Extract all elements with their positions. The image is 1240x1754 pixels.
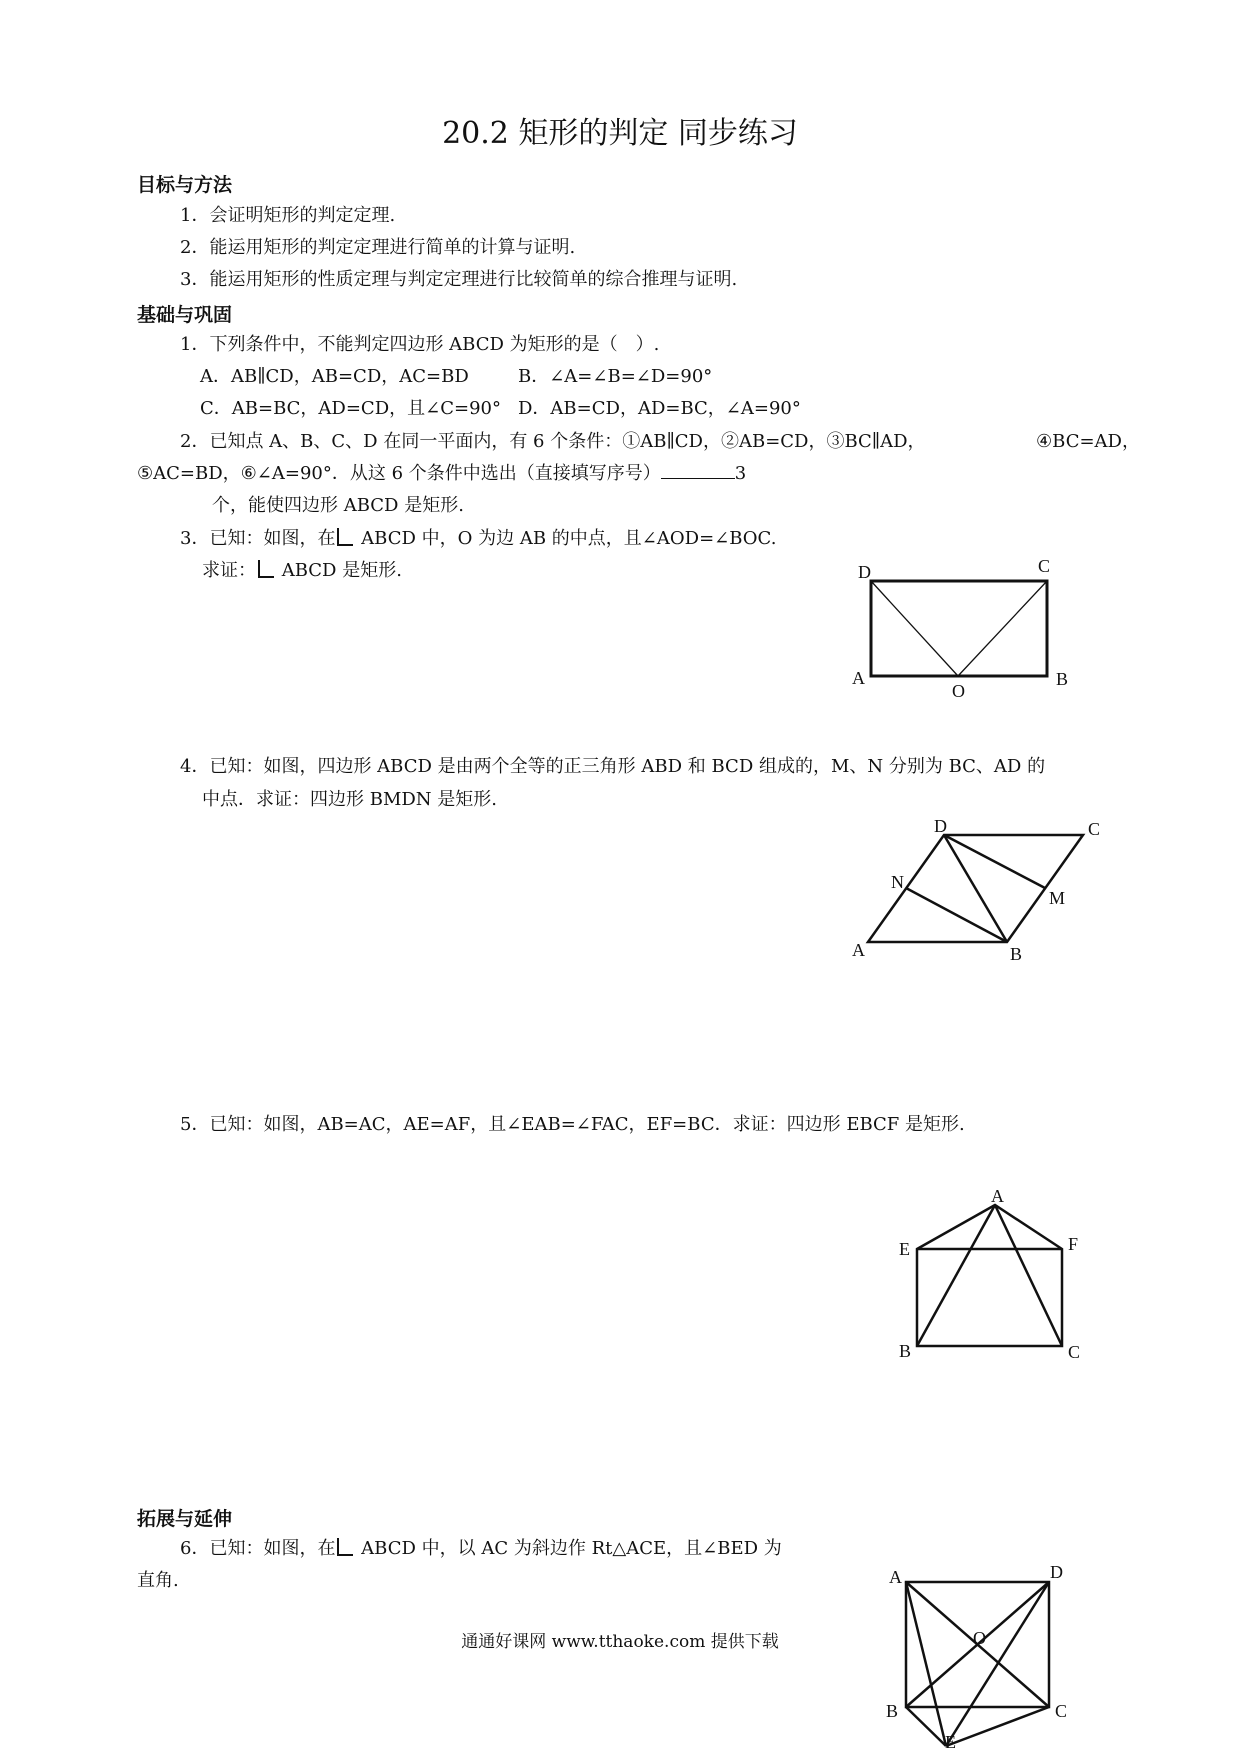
question-6-line2: 直角. <box>137 1570 179 1591</box>
question-3-line2b: ABCD 是矩形. <box>276 560 402 581</box>
parallelogram-symbol-icon <box>335 1538 355 1556</box>
point-label-c: C <box>1088 819 1101 839</box>
point-label-c: C <box>1038 556 1051 576</box>
answer-blank[interactable] <box>661 462 735 479</box>
pentagon-aebcf <box>917 1205 1062 1346</box>
question-6-line1-wrap <box>180 1537 782 1561</box>
point-label-e: E <box>899 1239 910 1259</box>
question-3-line2a: 求证： <box>202 560 256 581</box>
question-2-line2: ⑤AC=BD，⑥∠A=90°．从这 6 个条件中选出（直接填写序号） <box>137 463 661 484</box>
point-label-o: O <box>952 681 965 701</box>
question-5-stem: 5．已知：如图，AB=AC，AE=AF，且∠EAB=∠FAC，EF=BC．求证：四边形 EBCF 是矩形. <box>180 1114 965 1135</box>
section-goals-heading: 目标与方法 <box>137 174 233 196</box>
segment-ce <box>946 1707 1049 1746</box>
figure-q4-rhombus <box>840 810 1120 970</box>
question-1-option-c: C．AB=BC，AD=CD，且∠C=90° <box>200 398 501 419</box>
segment-ae <box>906 1582 946 1746</box>
point-label-b: B <box>899 1341 912 1361</box>
point-label-c: C <box>1068 1342 1081 1362</box>
point-label-m: M <box>1049 888 1066 908</box>
section-extension-heading: 拓展与延伸 <box>137 1508 233 1530</box>
rectangle-abcd <box>871 581 1047 676</box>
point-label-a: A <box>889 1567 902 1587</box>
question-6-line1b: ABCD 中，以 AC 为斜边作 Rt△ACE，且∠BED 为 <box>355 1538 782 1559</box>
segment-de <box>946 1582 1049 1746</box>
footer-source: 通通好课网 www.tthaoke.com 提供下载 <box>461 1632 779 1652</box>
figure-q6-rectangle <box>870 1550 1090 1754</box>
point-label-c: C <box>1055 1701 1068 1721</box>
question-6-line1a: 6．已知：如图，在 <box>180 1538 336 1559</box>
section-basics-heading: 基础与巩固 <box>137 304 233 326</box>
point-label-a: A <box>852 668 865 688</box>
question-3-line2-wrap <box>202 559 402 583</box>
segment-co <box>958 581 1047 676</box>
point-label-f: F <box>1068 1234 1079 1254</box>
question-4-line2: 中点．求证：四边形 BMDN 是矩形. <box>202 789 498 810</box>
point-label-d: D <box>1050 1562 1063 1582</box>
point-label-b: B <box>1056 669 1069 689</box>
question-1-stem: 1．下列条件中，不能判定四边形 ABCD 为矩形的是（ ）. <box>180 334 660 355</box>
point-label-b: B <box>886 1701 899 1721</box>
question-2-answer: 3 <box>734 463 747 484</box>
goal-item: 1．会证明矩形的判定定理. <box>180 205 396 226</box>
point-label-d: D <box>858 562 871 582</box>
page-title: 20.2 矩形的判定 同步练习 <box>442 116 798 151</box>
point-label-d: D <box>934 816 947 836</box>
point-label-a: A <box>852 940 865 960</box>
question-2-line2-wrap <box>137 462 746 486</box>
figure-q3-rectangle <box>840 550 1080 710</box>
parallelogram-symbol-icon <box>335 528 355 546</box>
question-2-line1: 2．已知点 A、B、C、D 在同一平面内，有 6 个条件：①AB∥CD，②AB=CD，③BC∥AD， <box>180 431 926 452</box>
figure-q5-rectangle <box>880 1180 1090 1370</box>
question-1-option-d: D．AB=CD，AD=BC，∠A=90° <box>518 398 801 419</box>
question-3-line1b: ABCD 中，O 为边 AB 的中点，且∠AOD=∠BOC. <box>355 528 777 549</box>
question-2-line3: 个，能使四边形 ABCD 是矩形. <box>212 495 464 516</box>
parallelogram-symbol-icon <box>256 560 276 578</box>
point-label-e: E <box>945 1732 956 1752</box>
segment-do <box>871 581 958 676</box>
goal-item: 3．能运用矩形的性质定理与判定定理进行比较简单的综合推理与证明. <box>180 269 738 290</box>
question-1-option-b: B．∠A=∠B=∠D=90° <box>518 366 713 387</box>
question-3-line1a: 3．已知：如图，在 <box>180 528 336 549</box>
point-label-n: N <box>891 872 904 892</box>
goal-item: 2．能运用矩形的判定定理进行简单的计算与证明. <box>180 237 576 258</box>
point-label-o: O <box>973 1628 986 1648</box>
question-4-line1: 4．已知：如图，四边形 ABCD 是由两个全等的正三角形 ABD 和 BCD 组成的，M、N 分别为 BC、AD 的 <box>180 756 1046 777</box>
point-label-b: B <box>1010 944 1023 964</box>
question-2-line1-end: ④BC=AD， <box>1036 431 1140 452</box>
point-label-a: A <box>991 1186 1004 1206</box>
question-1-option-a: A．AB∥CD，AB=CD，AC=BD <box>200 366 469 387</box>
question-3-line1-wrap <box>180 527 776 551</box>
